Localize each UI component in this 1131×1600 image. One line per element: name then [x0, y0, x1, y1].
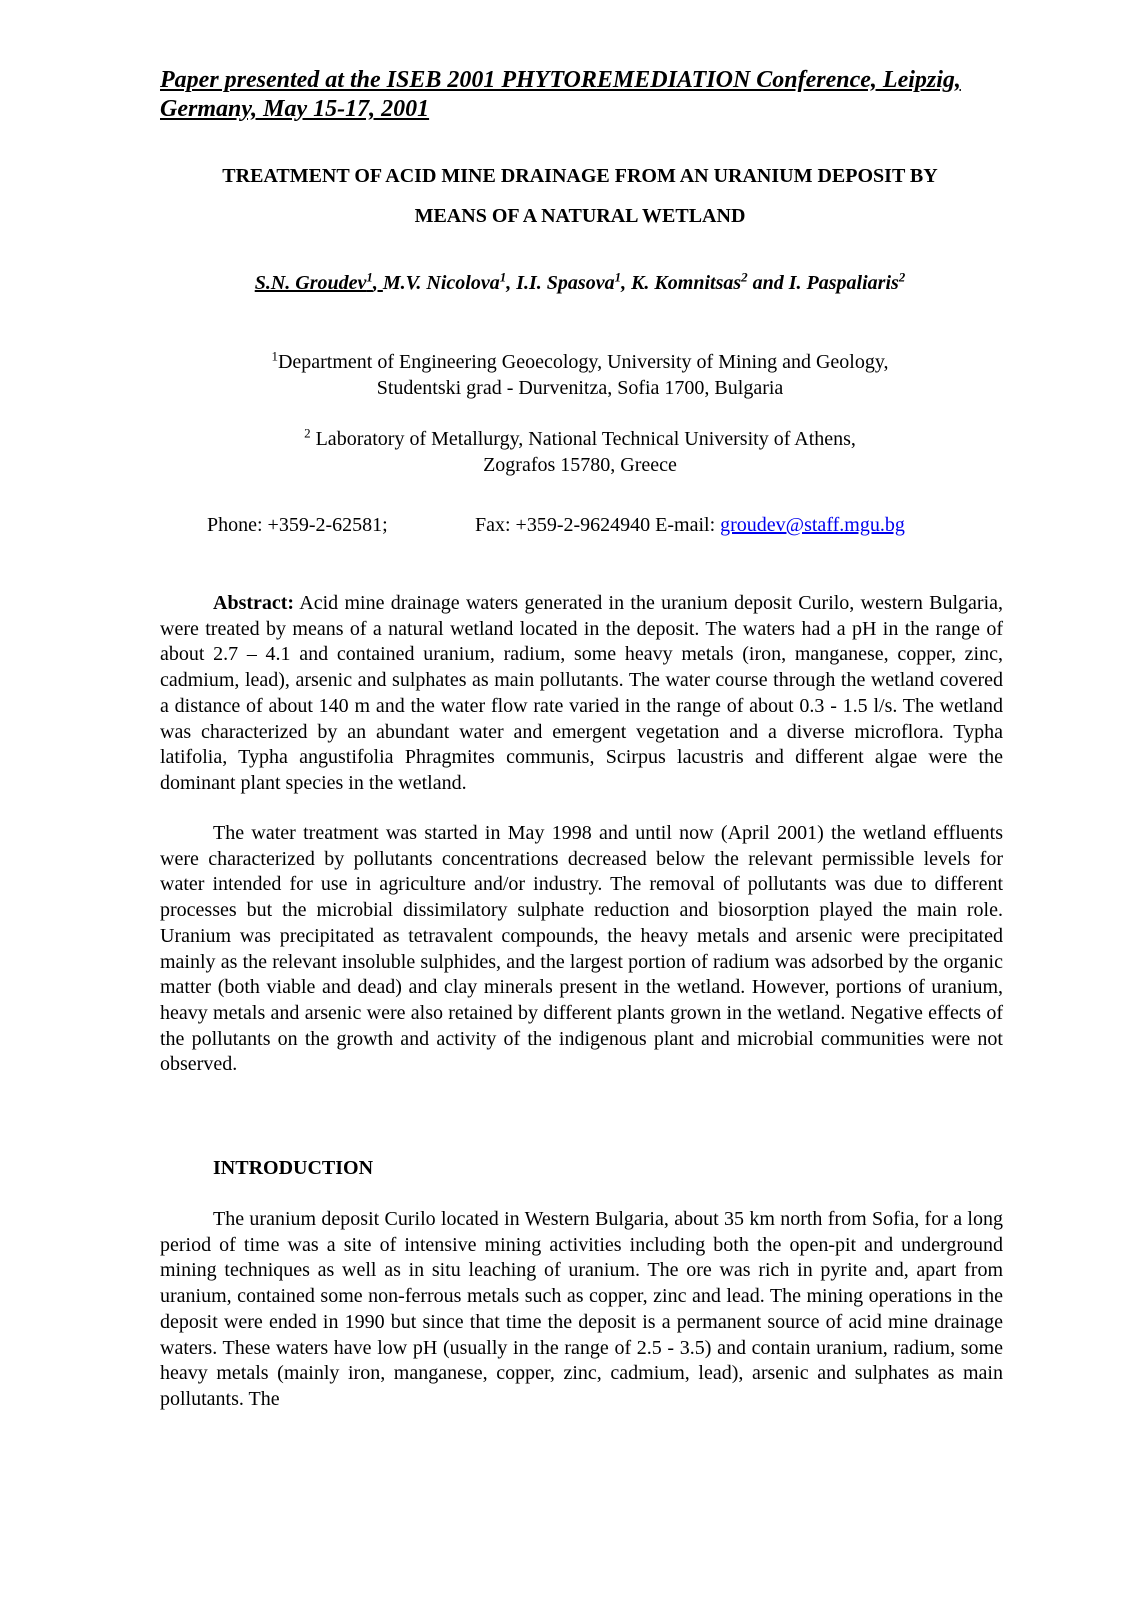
- paper-title: [160, 156, 1000, 236]
- author-4-affil: 2: [741, 269, 748, 285]
- author-1-affil: 1: [366, 269, 373, 285]
- author-1-name: S.N. Groudev: [254, 272, 367, 294]
- author-3-name: I.I. Spasova: [516, 272, 615, 294]
- abstract-text-1: Acid mine drainage waters generated in the uranium deposit Curilo, western Bulgaria, were treated by means of a natural wetland located in the deposit. The waters had a pH in the range of about 2.7 – 4.1 and contained uranium, radium, some heavy metals (iron, manganese, copper, zinc, cadmium, lead), arsenic and sulphates as main pollutants. The water course through the wetland covered a distance of about 140 m and the water flow rate varied in the range of about 0.3 - 1.5 l/s. The wetland was characterized by an abundant water and emergent vegetation and a diverse microflora. Typha latifolia, Typha angustifolia Phragmites communis, Scirpus lacustris and different algae were the dominant plant species in the wetland.: [160, 592, 1003, 794]
- affiliation-1-line-2: Studentski grad - Durvenitza, Sofia 1700, Bulgaria: [376, 377, 784, 399]
- author-5-affil: 2: [898, 269, 906, 285]
- author-separator: ,: [372, 272, 383, 294]
- author-2-name: M.V. Nicolova: [382, 272, 500, 294]
- affiliation-1-marker: 1: [271, 348, 278, 364]
- introduction-heading: INTRODUCTION: [213, 1157, 374, 1179]
- abstract-paragraph-1: [160, 591, 1003, 797]
- author-4-name: K. Komnitsas: [631, 272, 742, 294]
- author-and: and: [747, 272, 789, 294]
- affiliation-1-line-1: Department of Engineering Geoecology, University of Mining and Geology,: [277, 351, 889, 373]
- fax-email: [475, 512, 905, 538]
- affiliation-2-line-2: Zografos 15780, Greece: [483, 454, 677, 476]
- conference-line: Paper presented at the ISEB 2001 PHYTOREMEDIATION Conference, Leipzig, Germany, May 15-17, 2001: [160, 67, 961, 122]
- affiliation-2-marker: 2: [304, 425, 311, 441]
- author-5-name: I. Paspaliaris: [788, 272, 899, 294]
- introduction-paragraph-1: The uranium deposit Curilo located in Western Bulgaria, about 35 km north from Sofia, for a long period of time was a site of intensive mining activities including both the open-pit and underground mining techniques as well as in situ leaching of uranium. The ore was rich in pyrite and, apart from uranium, contained some non-ferrous metals such as copper, zinc and lead. The mining operations in the deposit were ended in 1990 but since that time the deposit is a permanent source of acid mine drainage waters. These waters have low pH (usually in the range of 2.5 - 3.5) and contain uranium, radium, some heavy metals (mainly iron, manganese, copper, zinc, cadmium, lead), arsenic and sulphates as main pollutants. The: [160, 1208, 1003, 1410]
- author-1: [254, 269, 383, 294]
- author-separator: ,: [621, 272, 632, 294]
- fax-number: Fax: +359-2-9624940 E-mail:: [475, 514, 721, 536]
- email-link[interactable]: groudev@staff.mgu.bg: [720, 514, 905, 536]
- paper-title-line-2: MEANS OF A NATURAL WETLAND: [414, 205, 746, 227]
- affiliation-2-line-1: Laboratory of Metallurgy, National Technical University of Athens,: [310, 428, 856, 450]
- author-2-affil: 1: [499, 269, 507, 285]
- author-3-affil: 1: [614, 269, 622, 285]
- paper-title-line-1: TREATMENT OF ACID MINE DRAINAGE FROM AN URANIUM DEPOSIT BY: [222, 165, 938, 187]
- phone-number: Phone: +359-2-62581;: [207, 514, 388, 536]
- affiliation-1: [160, 349, 1000, 401]
- author-separator: ,: [506, 272, 517, 294]
- author-list: [160, 269, 1000, 297]
- contact-line: [207, 512, 905, 538]
- abstract-paragraph-2: The water treatment was started in May 1998 and until now (April 2001) the wetland effluents were characterized by pollutants concentrations decreased below the relevant permissible levels for water intended for use in agriculture and/or industry. The removal of pollutants was due to different processes but the microbial dissimilatory sulphate reduction and biosorption played the main role. Uranium was precipitated as tetravalent compounds, the heavy metals and arsenic were precipitated mainly as the relevant insoluble sulphides, and the largest portion of radium was adsorbed by the organic matter (both viable and dead) and clay minerals present in the wetland. However, portions of uranium, heavy metals and arsenic were also retained by different plants grown in the wetland. Negative effects of the pollutants on the growth and activity of the indigenous plant and microbial communities were not observed.: [160, 822, 1003, 1076]
- abstract-label: Abstract:: [213, 592, 295, 614]
- affiliation-2: [160, 426, 1000, 478]
